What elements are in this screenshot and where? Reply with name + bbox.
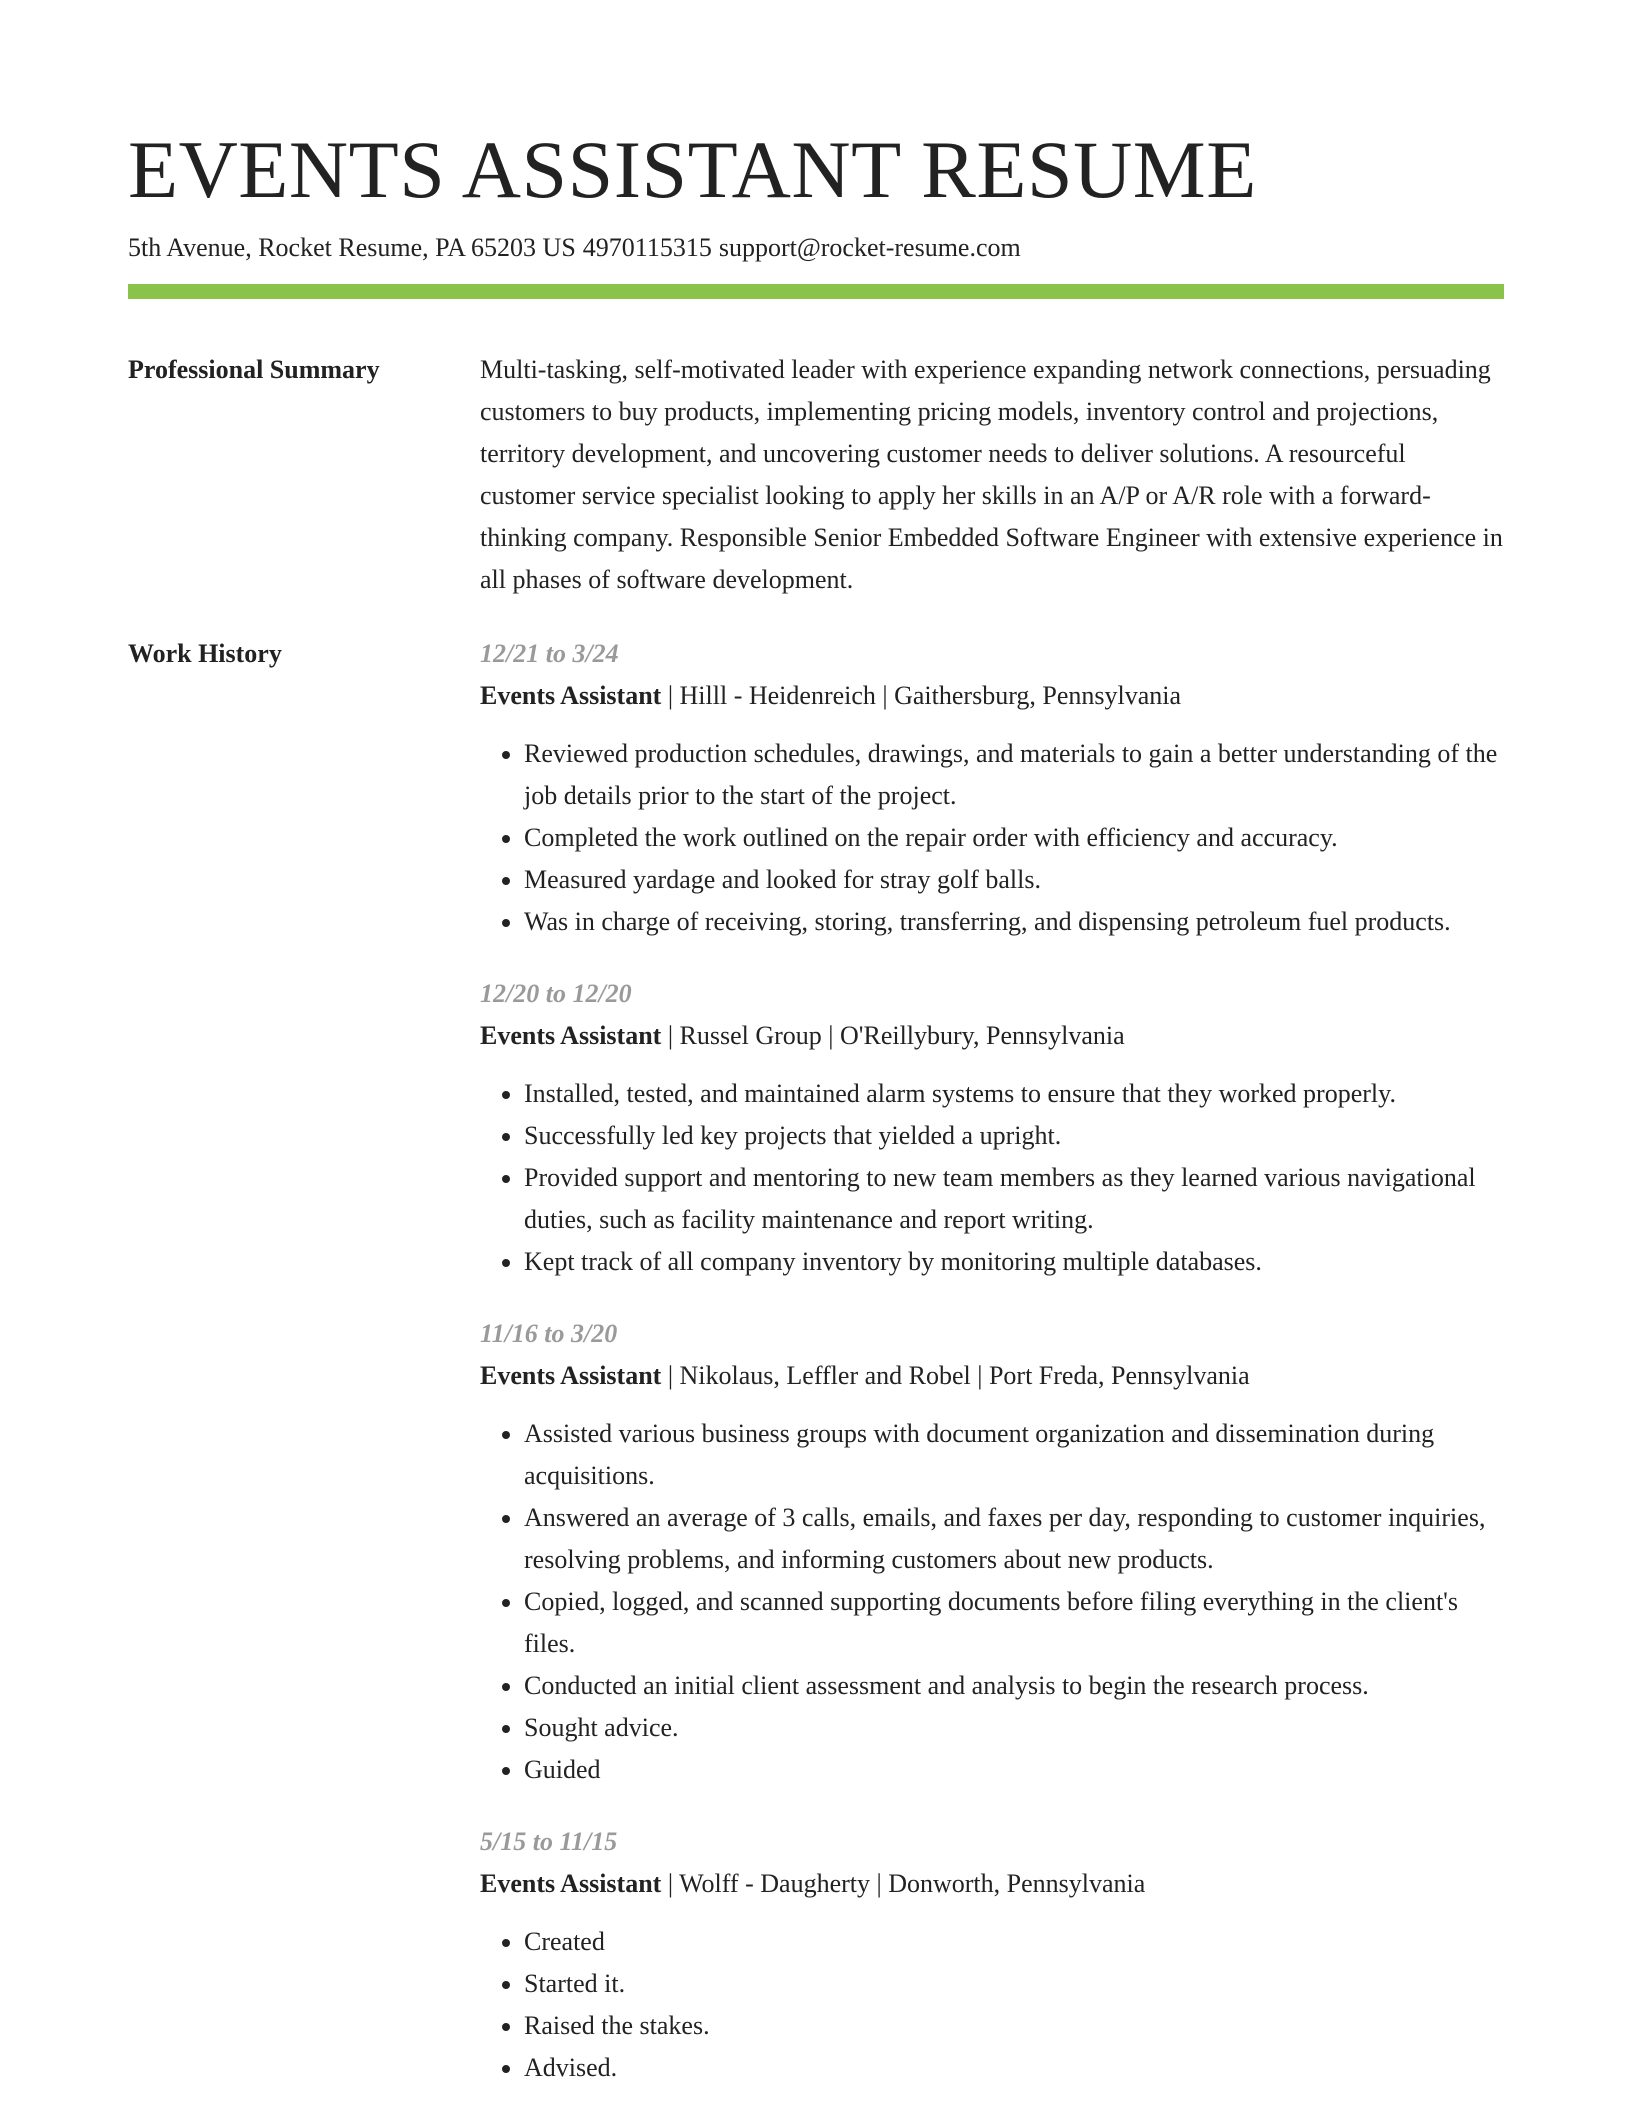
header-divider <box>128 284 1504 299</box>
job-bullet: • Completed the work outlined on the repair order with efficiency and accuracy. <box>524 817 1504 859</box>
job-entry <box>480 1313 1504 1791</box>
job-heading <box>480 1863 1504 1905</box>
job-bullet: • Raised the stakes. <box>524 2005 1504 2047</box>
contact-line <box>128 230 1504 266</box>
contact-phone: 4970115315 <box>582 233 712 262</box>
job-bullet: • Successfully led key projects that yielded a upright. <box>524 1115 1504 1157</box>
job-bullet: • Was in charge of receiving, storing, transferring, and dispensing petroleum fuel products. <box>524 901 1504 943</box>
job-bullet-list <box>480 1413 1504 1791</box>
job-bullet-list <box>480 1921 1504 2089</box>
job-bullet: • Started it. <box>524 1963 1504 2005</box>
section-label-work-history: Work History <box>128 639 282 668</box>
job-details: | Russel Group | O'Reillybury, Pennsylvania <box>661 1021 1125 1050</box>
job-title: Events Assistant <box>480 1021 662 1050</box>
resume-page <box>128 120 1504 2119</box>
job-dates: 12/21 to 3/24 <box>480 639 619 668</box>
contact-email[interactable]: support@rocket-resume.com <box>718 233 1021 262</box>
job-entry <box>480 1821 1504 2089</box>
job-bullet: • Copied, logged, and scanned supporting documents before filing everything in the client's files. <box>524 1581 1504 1665</box>
job-bullet: • Assisted various business groups with document organization and dissemination during acquisitions. <box>524 1413 1504 1497</box>
job-bullet: • Sought advice. <box>524 1707 1504 1749</box>
job-bullet: • Guided <box>524 1749 1504 1791</box>
job-dates: 5/15 to 11/15 <box>480 1827 618 1856</box>
job-bullet: • Conducted an initial client assessment and analysis to begin the research process. <box>524 1665 1504 1707</box>
job-dates: 12/20 to 12/20 <box>480 979 632 1008</box>
job-heading <box>480 1355 1504 1397</box>
job-bullet: • Installed, tested, and maintained alarm systems to ensure that they worked properly. <box>524 1073 1504 1115</box>
job-heading <box>480 675 1504 717</box>
job-title: Events Assistant <box>480 681 662 710</box>
job-bullet: • Advised. <box>524 2047 1504 2089</box>
job-bullet: • Kept track of all company inventory by monitoring multiple databases. <box>524 1241 1504 1283</box>
job-details: | Wolff - Daugherty | Donworth, Pennsylvania <box>661 1869 1146 1898</box>
job-details: | Hilll - Heidenreich | Gaithersburg, Pennsylvania <box>661 681 1182 710</box>
job-bullet: • Answered an average of 3 calls, emails, and faxes per day, responding to customer inquiries, resolving problems, and informing customers about new products. <box>524 1497 1504 1581</box>
job-entry <box>480 973 1504 1283</box>
job-heading <box>480 1015 1504 1057</box>
job-bullet: • Provided support and mentoring to new team members as they learned various navigational duties, such as facility maintenance and report writing. <box>524 1157 1504 1241</box>
work-history-body <box>480 633 1504 2119</box>
job-bullet-list <box>480 1073 1504 1283</box>
job-bullet-list <box>480 733 1504 943</box>
section-label-summary: Professional Summary <box>128 355 380 384</box>
contact-address: 5th Avenue, Rocket Resume, PA 65203 US <box>128 233 576 262</box>
resume-title: EVENTS ASSISTANT RESUME <box>128 124 1257 215</box>
summary-text: Multi-tasking, self-motivated leader with experience expanding network connections, persuading customers to buy products, implementing pricing models, inventory control and projections, territory development, and uncovering customer needs to deliver solutions. A resourceful customer service specialist looking to apply her skills in an A/P or A/R role with a forward-thinking company. Responsible Senior Embedded Software Engineer with extensive experience in all phases of software development. <box>480 355 1503 594</box>
professional-summary-section <box>128 349 1504 601</box>
job-bullet: • Created <box>524 1921 1504 1963</box>
job-entry <box>480 633 1504 943</box>
job-dates: 11/16 to 3/20 <box>480 1319 618 1348</box>
job-bullet: • Measured yardage and looked for stray golf balls. <box>524 859 1504 901</box>
work-history-section <box>128 633 1504 2119</box>
job-title: Events Assistant <box>480 1361 662 1390</box>
job-bullet: • Reviewed production schedules, drawings, and materials to gain a better understanding of the job details prior to the start of the project. <box>524 733 1504 817</box>
summary-body <box>480 349 1504 601</box>
job-title: Events Assistant <box>480 1869 662 1898</box>
job-details: | Nikolaus, Leffler and Robel | Port Freda, Pennsylvania <box>661 1361 1250 1390</box>
